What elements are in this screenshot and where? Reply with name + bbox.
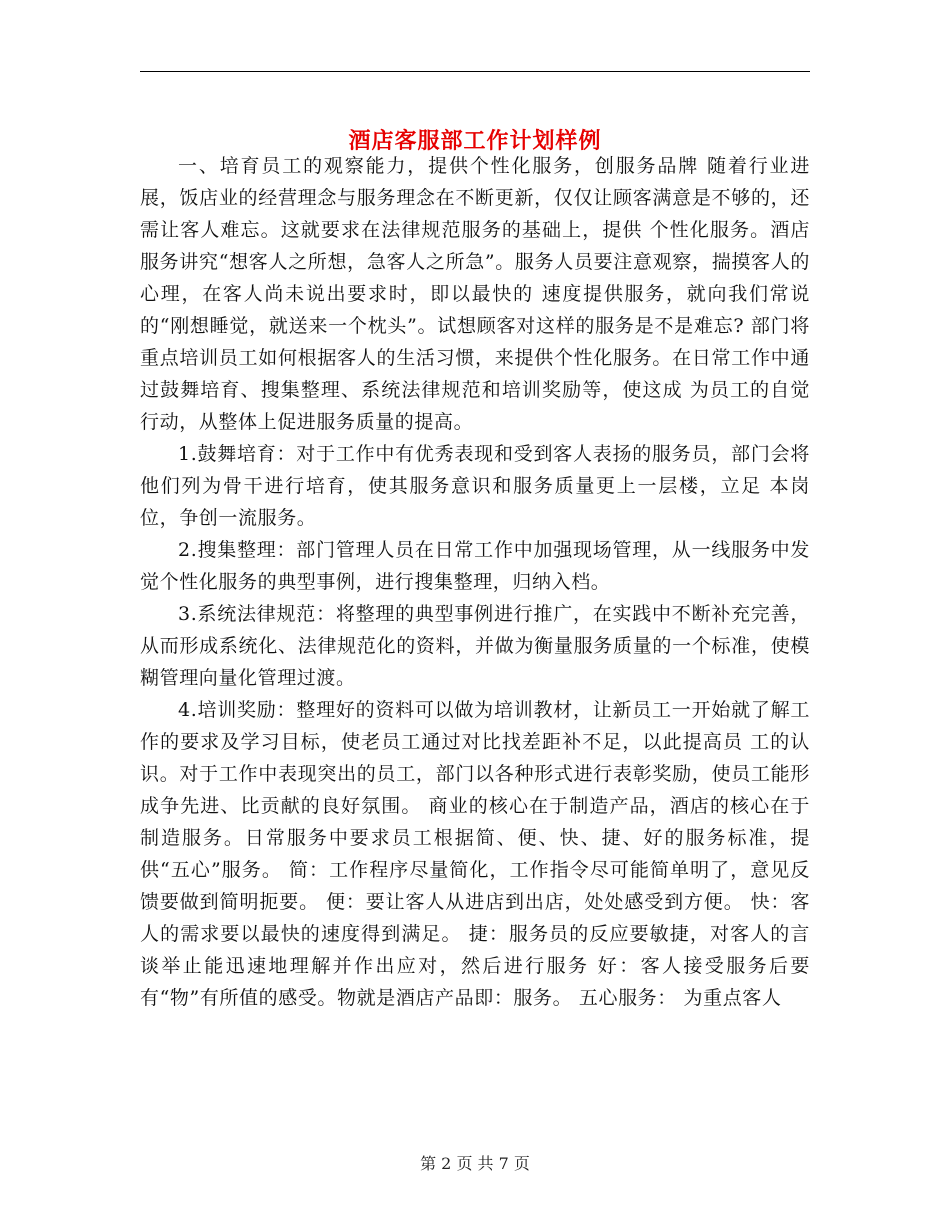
paragraph-item-3: 3.系统法律规范：将整理的典型事例进行推广，在实践中不断补充完善，从而形成系统化、法律规范化的资料，并做为衡量服务质量的一个标准，使模 糊管理向量化管理过渡。 bbox=[140, 603, 810, 689]
page-number: 第 2 页 共 7 页 bbox=[420, 1154, 530, 1173]
paragraph-item-1: 1.鼓舞培育：对于工作中有优秀表现和受到客人表扬的服务员，部门会将他们列为骨干进行培育，使其服务意识和服务质量更上一层楼，立足 本岗位，争创一流服务。 bbox=[140, 443, 810, 529]
paragraph-item-2: 2.搜集整理：部门管理人员在日常工作中加强现场管理，从一线服务中发觉个性化服务的典型事例，进行搜集整理，归纳入档。 bbox=[140, 539, 810, 593]
paragraph-item-4: 4.培训奖励：整理好的资料可以做为培训教材，让新员工一开始就了解工作的要求及学习目标，使老员工通过对比找差距补不足，以此提高员 工的认识。对于工作中表现突出的员工，部门以各种形式进行表彰奖励，使员工能形成争先进、比贡献的良好氛围。 商业的核心在于制造产品，酒店的核心在于制造服务。日常服务中要求员工根据简、便、快、捷、好的服务标准，提供“五心”服务。 简：工作程序尽量简化，工作指令尽可能简单明了，意见反馈要做到简明扼要。 便：要让客人从进店到出店，处处感受到方便。 快：客人的需求要以最快的速度得到满足。 捷：服务员的反应要敏捷，对客人的言谈举止能迅速地理解并作出应对，然后进行服务 好：客人接受服务后要有“物”有所值的感受。物就是酒店产品即：服务。 五心服务： 为重点客人 bbox=[140, 699, 810, 1009]
document-title: 酒店客服部工作计划样例 bbox=[348, 127, 602, 154]
page-footer bbox=[0, 1152, 950, 1176]
document-body bbox=[140, 150, 810, 1014]
paragraph-intro: 一、培育员工的观察能力，提供个性化服务，创服务品牌 随着行业进展，饭店业的经营理念与服务理念在不断更新，仅仅让顾客满意是不够的，还需让客人难忘。这就要求在法律规范服务的基础上，提供 个性化服务。酒店服务讲究“想客人之所想，急客人之所急”。服务人员要注意观察，揣摸客人的心理，在客人尚未说出要求时，即以最快的 速度提供服务，就向我们常说的“刚想睡觉，就送来一个枕头”。试想顾客对这样的服务是不是难忘? 部门将重点培训员工如何根据客人的生活习惯，来提供个性化服务。在日常工作中通过鼓舞培育、搜集整理、系统法律规范和培训奖励等，使这成 为员工的自觉行动，从整体上促进服务质量的提高。 bbox=[140, 155, 810, 433]
header-rule bbox=[140, 71, 810, 72]
